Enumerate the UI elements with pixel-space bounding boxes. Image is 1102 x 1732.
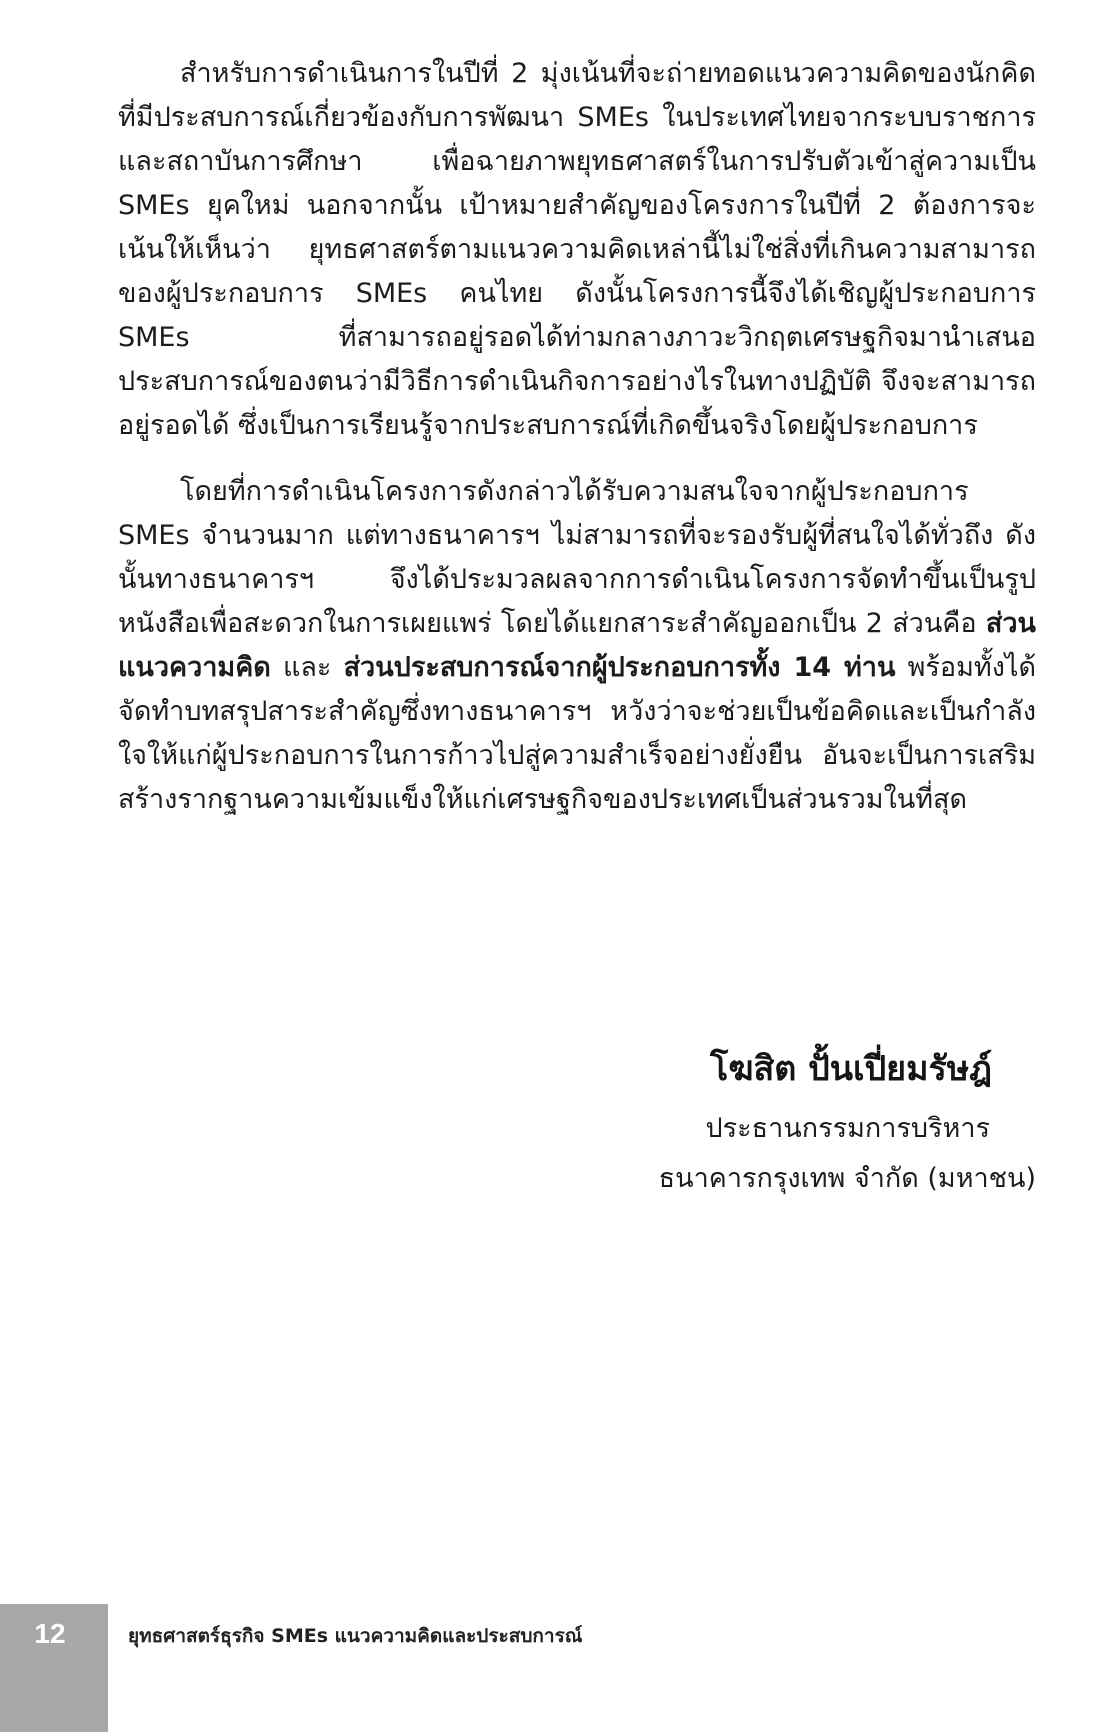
- page-number-tab: [0, 1604, 108, 1732]
- emphasis-concept-section: ส่วนแนวความคิด: [118, 608, 1036, 683]
- paragraph-2-conclusion: พร้อมทั้งได้จัดทำบทสรุปสาระสำคัญซึ่งทางธนาคารฯ หวังว่าจะช่วยเป็นข้อคิดและเป็นกำลังใจให้แก่ผู้ประกอบการในการก้าวไปสู่ความสำเร็จอย่างยั่งยืน อันจะเป็นการเสริมสร้างรากฐานความเข้มแข็งให้แก่เศรษฐกิจของประเทศเป็นส่วนรวมในที่สุด: [118, 652, 1036, 815]
- page-number: 12: [34, 1618, 66, 1649]
- signatory-name: โฆสิต ปั้นเปี่ยมรัษฎ์: [709, 1049, 992, 1089]
- running-footer-title: ยุทธศาสตร์ธุรกิจ SMEs แนวความคิดและประสบการณ์: [128, 1625, 583, 1647]
- signatory-organization: ธนาคารกรุงเทพ จำกัด (มหาชน): [658, 1163, 1036, 1194]
- paragraph-2-intro: โดยที่การดำเนินโครงการดังกล่าวได้รับความสนใจจากผู้ประกอบการ SMEs จำนวนมาก แต่ทางธนาคารฯ ไม่สามารถที่จะรองรับผู้ที่สนใจได้ทั่วถึง ดังนั้นทางธนาคารฯ จึงได้ประมวลผลจากการดำเนินโครงการจัดทำขึ้นเป็นรูปหนังสือเพื่อสะดวกในการเผยแพร่ โดยได้แยกสาระสำคัญออกเป็น 2 ส่วนคือ: [118, 476, 1036, 639]
- emphasis-experience-section: ส่วนประสบการณ์จากผู้ประกอบการทั้ง 14 ท่าน: [343, 652, 896, 683]
- paragraph-1: สำหรับการดำเนินการในปีที่ 2 มุ่งเน้นที่จะถ่ายทอดแนวความคิดของนักคิดที่มีประสบการณ์เกี่ยวข้องกับการพัฒนา SMEs ในประเทศไทยจากระบบราชการและสถาบันการศึกษา เพื่อฉายภาพยุทธศาสตร์ในการปรับตัวเข้าสู่ความเป็น SMEs ยุคใหม่ นอกจากนั้น เป้าหมายสำคัญของโครงการในปีที่ 2 ต้องการจะเน้นให้เห็นว่า ยุทธศาสตร์ตามแนวความคิดเหล่านี้ไม่ใช่สิ่งที่เกินความสามารถของผู้ประกอบการ SMEs คนไทย ดังนั้นโครงการนี้จึงได้เชิญผู้ประกอบการ SMEs ที่สามารถอยู่รอดได้ท่ามกลางภาวะวิกฤตเศรษฐกิจมานำเสนอประสบการณ์ของตนว่ามีวิธีการดำเนินกิจการอย่างไรในทางปฏิบัติ จึงจะสามารถอยู่รอดได้ ซึ่งเป็นการเรียนรู้จากประสบการณ์ที่เกิดขึ้นจริงโดยผู้ประกอบการ: [118, 58, 1036, 441]
- paragraph-2-conjunction: และ: [270, 652, 344, 683]
- signatory-title: ประธานกรรมการบริหาร: [705, 1113, 990, 1144]
- signature-block: [659, 1045, 1036, 1201]
- main-content: [118, 52, 1036, 822]
- paragraph-2: [118, 470, 1036, 822]
